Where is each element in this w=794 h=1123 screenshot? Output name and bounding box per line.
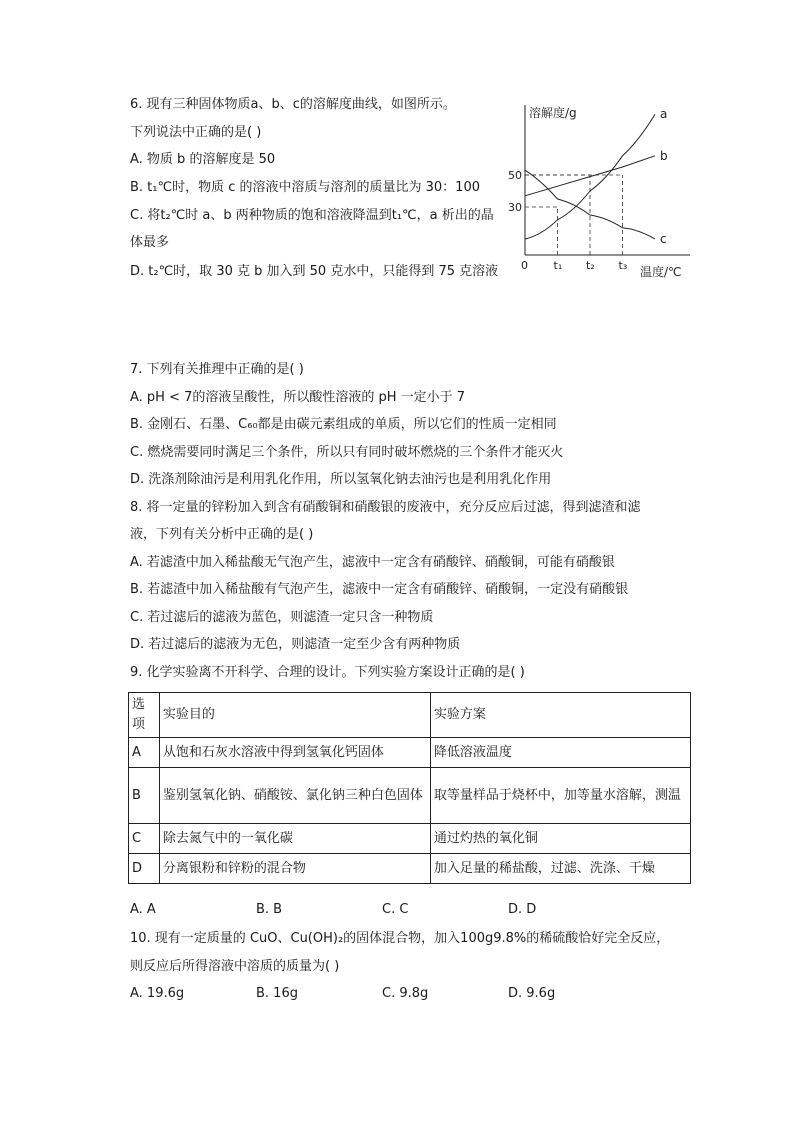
table-cell: 从饱和石灰水溶液中得到氢氧化钙固体 [159, 738, 430, 768]
y-axis-label: 溶解度/g [529, 106, 577, 120]
q9-option-b: B. B [256, 902, 283, 917]
curve-label-c: c [660, 232, 667, 246]
q9-option-d: D. D [508, 902, 537, 917]
x-tick-label: t₂ [586, 259, 595, 272]
q9-stem: 9. 化学实验离不开科学、合理的设计。下列实验方案设计正确的是( ) [130, 665, 525, 680]
table-cell: 取等量样品于烧杯中，加等量水溶解，测温 [430, 768, 690, 824]
q6-option-c-line1: C. 将t₂℃时 a、b 两种物质的饱和溶液降温到t₁℃，a 析出的晶 [130, 208, 494, 223]
table-cell: 加入足量的稀盐酸，过滤、洗涤、干燥 [430, 854, 690, 884]
table-header-cell: 实验方案 [430, 693, 690, 738]
table-cell: A [129, 738, 160, 768]
q10-option-c: C. 9.8g [382, 986, 429, 1001]
y-tick-label: 30 [508, 201, 522, 214]
q6-option-d: D. t₂℃时，取 30 克 b 加入到 50 克水中，只能得到 75 克溶液 [130, 264, 499, 279]
table-cell: B [129, 768, 160, 824]
table-header-cell: 实验目的 [159, 693, 430, 738]
q8-stem-line1: 8. 将一定量的锌粉加入到含有硝酸铜和硝酸银的废液中，充分反应后过滤，得到滤渣和滤 [130, 500, 641, 515]
table-row [129, 854, 691, 884]
curve-label-b: b [660, 148, 668, 163]
q10-stem-line1: 10. 现有一定质量的 CuO、Cu(OH)₂的固体混合物，加入100g9.8%的稀硫酸恰好完全反应， [130, 931, 670, 946]
q7-option-b: B. 金刚石、石墨、C₆₀都是由碳元素组成的单质，所以它们的性质一定相同 [130, 417, 557, 432]
q9-option-c: C. C [382, 902, 409, 917]
x-tick-label: t₁ [553, 259, 563, 272]
y-tick-label: 50 [508, 169, 522, 182]
solubility-chart [500, 95, 700, 285]
q10-option-d: D. 9.6g [508, 986, 556, 1001]
q7-stem: 7. 下列有关推理中正确的是( ) [130, 362, 304, 377]
x-tick-label: t₃ [618, 259, 628, 272]
curve-label-a: a [660, 107, 668, 122]
q10-option-b: B. 16g [256, 986, 298, 1001]
q8-stem-line2: 液，下列有关分析中正确的是( ) [130, 527, 314, 542]
q7-option-c: C. 燃烧需要同时满足三个条件，所以只有同时破坏燃烧的三个条件才能灭火 [130, 445, 564, 460]
q9-table [128, 692, 691, 884]
q6-option-c-line2: 体最多 [130, 235, 170, 250]
table-cell: 分离银粉和锌粉的混合物 [159, 854, 430, 884]
q7-option-a: A. pH < 7的溶液呈酸性，所以酸性溶液的 pH 一定小于 7 [130, 390, 466, 405]
q6-option-a: A. 物质 b 的溶解度是 50 [130, 152, 276, 167]
q10-stem-line2: 则反应后所得溶液中溶质的质量为( ) [130, 959, 340, 974]
q6-option-b: B. t₁℃时，物质 c 的溶液中溶质与溶剂的质量比为 30：100 [130, 180, 480, 195]
q10-option-a: A. 19.6g [130, 986, 185, 1001]
q6-stem-line1: 6. 现有三种固体物质a、b、c的溶解度曲线，如图所示。 [130, 97, 456, 112]
table-row [129, 738, 691, 768]
table-cell: C [129, 824, 160, 854]
table-cell: 降低溶液温度 [430, 738, 690, 768]
table-row [129, 768, 691, 824]
q8-option-b: B. 若滤渣中加入稀盐酸有气泡产生，滤液中一定含有硝酸锌、硝酸铜，一定没有硝酸银 [130, 582, 629, 597]
table-header-cell: 选项 [129, 693, 160, 738]
q8-option-d: D. 若过滤后的滤液为无色，则滤渣一定至少含有两种物质 [130, 637, 461, 652]
q8-option-c: C. 若过滤后的滤液为蓝色，则滤渣一定只含一种物质 [130, 610, 434, 625]
table-cell: 鉴别氢氧化钠、硝酸铵、氯化钠三种白色固体 [159, 768, 430, 824]
table-row [129, 824, 691, 854]
table-cell: 除去氮气中的一氧化碳 [159, 824, 430, 854]
q7-option-d: D. 洗涤剂除油污是利用乳化作用，所以氢氧化钠去油污也是利用乳化作用 [130, 472, 552, 487]
q6-stem-line2: 下列说法中正确的是( ) [130, 125, 262, 140]
table-cell: 通过灼热的氧化铜 [430, 824, 690, 854]
table-cell: D [129, 854, 160, 884]
q8-option-a: A. 若滤渣中加入稀盐酸无气泡产生，滤液中一定含有硝酸锌、硝酸铜，可能有硝酸银 [130, 555, 615, 570]
x-axis-label: 温度/℃ [640, 265, 682, 279]
q9-option-a: A. A [130, 902, 156, 917]
x-tick-label: 0 [521, 259, 528, 272]
table-header-row [129, 693, 691, 738]
